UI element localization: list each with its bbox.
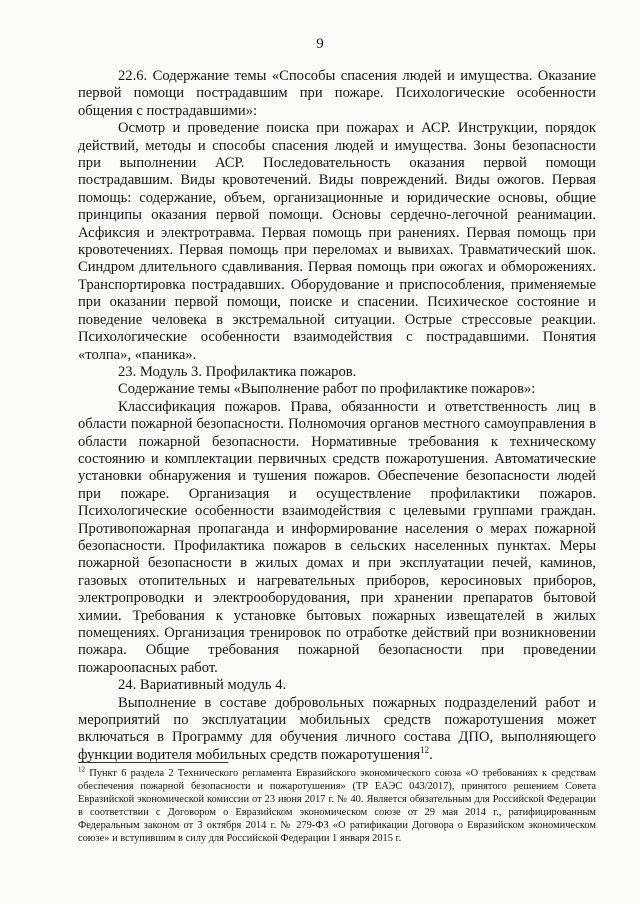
paragraph-23-content: Классификация пожаров. Права, обязанности и ответственность лиц в области пожарной безопасности. Полномочия органов местного самоуправления в области пожарной безопасности. Нормативные требования к техническому состоянию и комплектации первичных средств пожаротушения. Автоматические установки обнаружения и тушения пожаров. Обеспечение безопасности людей при пожаре. Организация и осуществление профилактики пожаров. Психологические особенности взаимодействия с целевыми группами граждан. Противопожарная пропаганда и информирование населения о мерах пожарной безопасности. Профилактика пожаров в сельских населенных пунктах. Меры пожарной безопасности в жилых домах и при эксплуатации печей, каминов, газовых отопительных и нагревательных приборов, керосиновых приборов, электропроводки и электрооборудования, при хранении препаратов бытовой химии. Требования к установке бытовых пожарных извещателей в жилых помещениях. Организация тренировок по отработке действий при возникновении пожара. Общие требования пожарной безопасности при проведении пожароопасных работ.: [78, 398, 596, 676]
paragraph-22-6-content: Осмотр и проведение поиска при пожарах и АСР. Инструкции, порядок действий, методы и способы спасения людей и имущества. Зоны безопасности при выполнении АСР. Последовательность оказания первой помощи пострадавшим. Виды кровотечений. Виды повреждений. Виды ожогов. Первая помощь: содержание, объем, организационные и юридические основы, общие принципы оказания первой помощи. Основы сердечно-легочной реанимации. Асфиксия и электротравма. Первая помощь при ранениях. Первая помощь при кровотечениях. Первая помощь при переломах и вывихах. Травматический шок. Синдром длительного сдавливания. Первая помощь при ожогах и обморожениях. Транспортировка пострадавших. Оборудование и приспособления, применяемые при оказании первой помощи, поиске и спасении. Психическое состояние и поведение человека в экстремальной ситуации. Острые стрессовые реакции. Психологические особенности взаимодействия с пострадавшими. Понятия «толпа», «паника».: [78, 120, 596, 363]
paragraph-24-tail: .: [429, 746, 433, 763]
footnote-divider: [78, 762, 228, 763]
footnotes: [78, 765, 596, 845]
page-number: 9: [316, 36, 324, 52]
paragraph-24-text: Выполнение в составе добровольных пожарных подразделений работ и мероприятий по эксплуатации мобильных средств пожаротушения может включаться в Программу для обучения личного состава ДПО, выполняющего функции водителя мобильных средств пожаротушения: [78, 694, 596, 763]
paragraph-23-heading: 23. Модуль 3. Профилактика пожаров.: [118, 363, 357, 380]
paragraph-24-heading: 24. Вариативный модуль 4.: [118, 677, 287, 694]
paragraph-23-topic: Содержание темы «Выполнение работ по профилактике пожаров»:: [118, 381, 536, 398]
footnote-12: [78, 765, 596, 845]
paragraph-24-content: [78, 695, 596, 765]
footnote-reference[interactable]: 12: [420, 744, 430, 755]
footnote-marker: 12: [78, 765, 85, 774]
paragraph-22-6-heading: 22.6. Содержание темы «Способы спасения людей и имущества. Оказание первой помощи пострадавшим при пожаре. Психологические особенности общения с пострадавшими»:: [78, 68, 596, 119]
footnote-text: Пункт 6 раздела 2 Технического регламента Евразийского экономического союза «О требованиях к средствам обеспечения пожарной безопасности и пожаротушения» (ТР ЕАЭС 043/2017), принятого решением Совета Евразийской экономической комиссии от 23 июня 2017 г. № 40. Является обязательным для Российской Федерации в соответствии с Договором о Евразийском экономическом союзе от 29 мая 2014 г., ратифицированным Федеральным законом от 3 октября 2014 г. № 279-ФЗ «О ратификации Договора о Евразийском экономическом союзе» и вступившим в силу для Российской Федерации 1 января 2015 г.: [78, 768, 596, 844]
body-text: [78, 68, 596, 764]
